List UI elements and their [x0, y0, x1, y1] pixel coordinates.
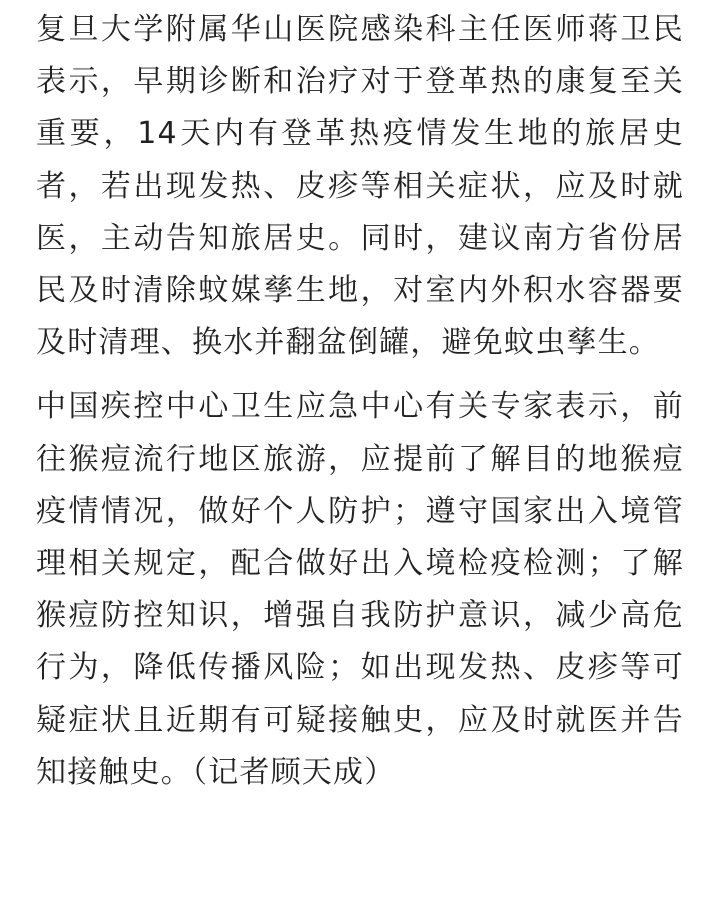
- article-paragraph-dengue: 复旦大学附属华山医院感染科主任医师蒋卫民表示，早期诊断和治疗对于登革热的康复至关重要，14天内有登革热疫情发生地的旅居史者，若出现发热、皮疹等相关症状，应及时就医，主动告知旅居史。同时，建议南方省份居民及时清除蚊媒孳生地，对室内外积水容器要及时清理、换水并翻盆倒罐，避免蚊虫孳生。: [36, 12, 684, 361]
- article-paragraph-mpox: 中国疾控中心卫生应急中心有关专家表示，前往猴痘流行地区旅游，应提前了解目的地猴痘疫情情况，做好个人防护；遵守国家出入境管理相关规定，配合做好出入境检疫检测；了解猴痘防控知识，增强自我防护意识，减少高危行为，降低传播风险；如出现发热、皮疹等可疑症状且近期有可疑接触史，应及时就医并告知接触史。（记者顾天成）: [36, 389, 684, 790]
